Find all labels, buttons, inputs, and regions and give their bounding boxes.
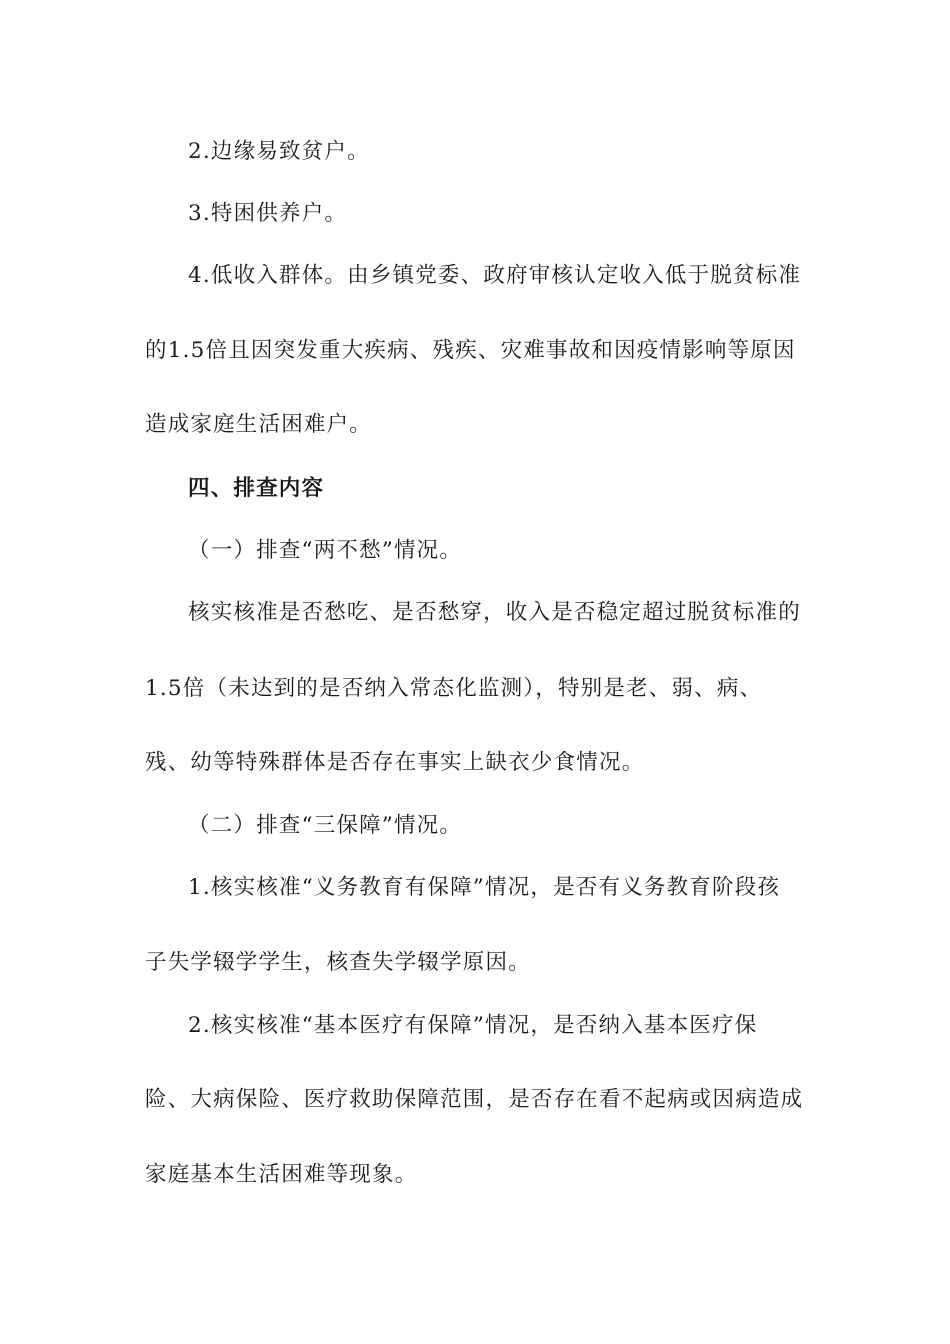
paragraph-1-line-3: 残、幼等特殊群体是否存在事实上缺衣少食情况。 bbox=[145, 750, 645, 775]
paragraph-2-line-1: 1.核实核准“义务教育有保障”情况，是否有义务教育阶段孩 bbox=[188, 875, 781, 900]
paragraph-1-line-1: 核实核准是否愁吃、是否愁穿，收入是否稳定超过脱贫标准的 bbox=[188, 600, 801, 625]
list-item-4-line-3: 造成家庭生活困难户。 bbox=[145, 412, 373, 437]
subsection-heading-2: （二）排查“三保障”情况。 bbox=[188, 813, 463, 838]
paragraph-2-line-2: 子失学辍学学生，核查失学辍学原因。 bbox=[145, 950, 531, 975]
paragraph-3-line-1: 2.核实核准“基本医疗有保障”情况，是否纳入基本医疗保 bbox=[188, 1013, 758, 1038]
paragraph-1-line-2: 1.5倍（未达到的是否纳入常态化监测），特别是老、弱、病、 bbox=[145, 676, 763, 701]
paragraph-3-line-2: 险、大病保险、医疗救助保障范围，是否存在看不起病或因病造成 bbox=[145, 1087, 804, 1112]
paragraph-3-line-3: 家庭基本生活困难等现象。 bbox=[145, 1162, 418, 1187]
section-heading: 四、排查内容 bbox=[188, 476, 325, 501]
list-item-4-line-1: 4.低收入群体。由乡镇党委、政府审核认定收入低于脱贫标准 bbox=[188, 263, 802, 288]
subsection-heading-1: （一）排查“两不愁”情况。 bbox=[188, 538, 463, 563]
list-item-3: 3.特困供养户。 bbox=[188, 201, 348, 226]
list-item-4-line-2: 的1.5倍且因突发重大疾病、残疾、灾难事故和因疫情影响等原因 bbox=[145, 338, 796, 363]
list-item-2: 2.边缘易致贫户。 bbox=[188, 139, 370, 164]
